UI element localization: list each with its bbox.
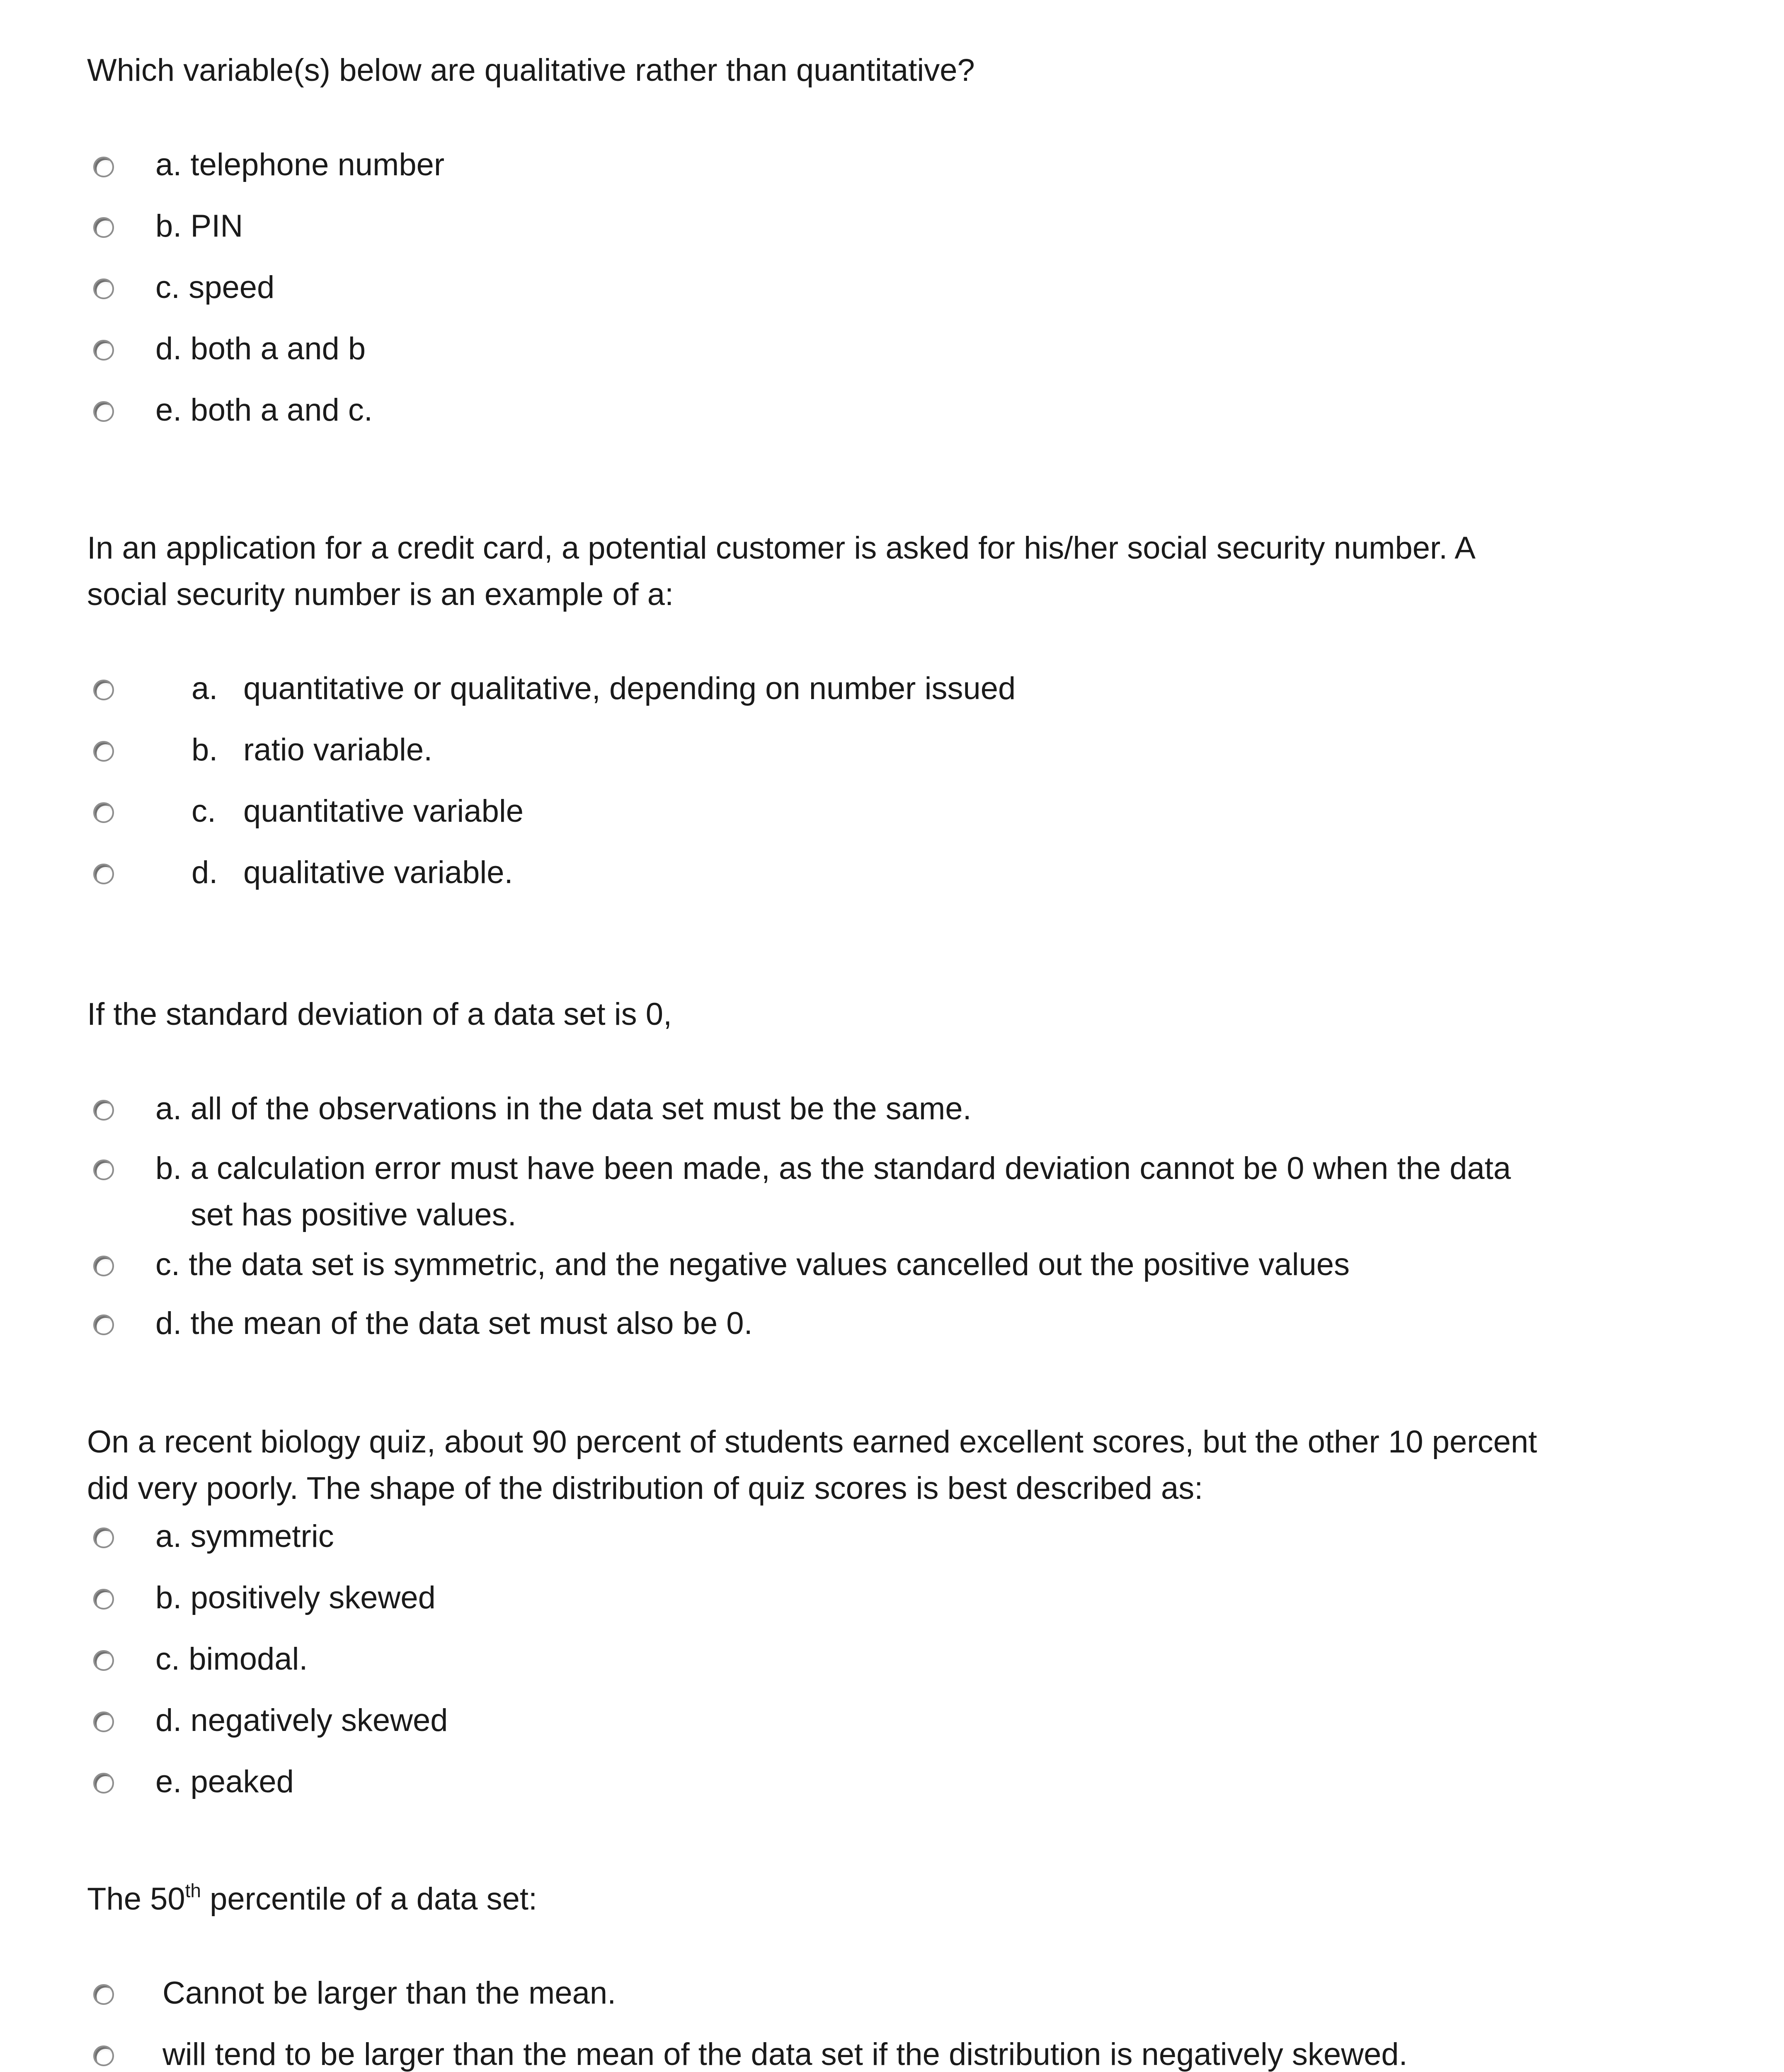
- question-4-prompt-line1: On a recent biology quiz, about 90 percent of students earned excellent scores, but the other 10 percent: [87, 1424, 1537, 1460]
- q3-option-b-radio[interactable]: [93, 1159, 114, 1180]
- q1-option-a-label: a. telephone number: [155, 147, 445, 182]
- question-1-prompt: Which variable(s) below are qualitative rather than quantitative?: [87, 53, 975, 88]
- q3-option-a-radio[interactable]: [93, 1100, 114, 1121]
- question-5-prompt: The 50th percentile of a data set:: [87, 1880, 538, 1917]
- q1-option-c-radio[interactable]: [93, 278, 114, 299]
- q1-option-e-label: e. both a and c.: [155, 392, 373, 428]
- q2-option-b-radio[interactable]: [93, 741, 114, 762]
- q1-option-c-label: c. speed: [155, 270, 275, 305]
- q1-option-d-radio[interactable]: [93, 340, 114, 361]
- q1-option-e-radio[interactable]: [93, 401, 114, 422]
- superscript-th: th: [185, 1880, 201, 1901]
- question-2-prompt-line1: In an application for a credit card, a potential customer is asked for his/her social security number. A: [87, 530, 1476, 566]
- q4-option-a-radio[interactable]: [93, 1527, 114, 1548]
- q2-option-d-radio[interactable]: [93, 864, 114, 884]
- q2-option-d-label: d. qualitative variable.: [191, 855, 513, 890]
- q3-option-a-label: a. all of the observations in the data set must be the same.: [155, 1091, 972, 1126]
- q2-option-c-label: c. quantitative variable: [191, 794, 524, 829]
- q3-option-b-label: b. a calculation error must have been made, as the standard deviation cannot be 0 when the data: [155, 1151, 1511, 1186]
- q2-option-a-radio[interactable]: [93, 680, 114, 700]
- q3-option-d-radio[interactable]: [93, 1314, 114, 1335]
- question-4-prompt-line2: did very poorly. The shape of the distribution of quiz scores is best described as:: [87, 1471, 1203, 1506]
- q1-option-a-radio[interactable]: [93, 157, 114, 177]
- q2-option-a-label: a. quantitative or qualitative, depending on number issued: [191, 671, 1016, 706]
- q4-option-c-label: c. bimodal.: [155, 1641, 308, 1677]
- q4-option-e-radio[interactable]: [93, 1773, 114, 1794]
- q4-option-b-label: b. positively skewed: [155, 1580, 436, 1615]
- q5-option-2-label: will tend to be larger than the mean of the data set if the distribution is negatively skewed.: [162, 2037, 1408, 2072]
- q3-option-c-radio[interactable]: [93, 1256, 114, 1276]
- q3-option-c-label: c. the data set is symmetric, and the negative values cancelled out the positive values: [155, 1247, 1350, 1282]
- q2-option-c-radio[interactable]: [93, 802, 114, 823]
- q1-option-d-label: d. both a and b: [155, 331, 366, 366]
- q4-option-d-radio[interactable]: [93, 1711, 114, 1732]
- q4-option-b-radio[interactable]: [93, 1589, 114, 1610]
- q1-option-b-radio[interactable]: [93, 217, 114, 238]
- question-2-prompt-line2: social security number is an example of a:: [87, 577, 674, 612]
- q4-option-c-radio[interactable]: [93, 1650, 114, 1671]
- q3-option-b-label-line2: set has positive values.: [191, 1197, 516, 1232]
- q4-option-d-label: d. negatively skewed: [155, 1703, 448, 1738]
- q5-option-1-radio[interactable]: [93, 1984, 114, 2005]
- q1-option-b-label: b. PIN: [155, 208, 243, 244]
- question-3-prompt: If the standard deviation of a data set is 0,: [87, 997, 672, 1032]
- q3-option-d-label: d. the mean of the data set must also be 0.: [155, 1306, 753, 1341]
- q2-option-b-label: b. ratio variable.: [191, 732, 433, 767]
- q4-option-a-label: a. symmetric: [155, 1519, 334, 1554]
- q5-option-2-radio[interactable]: [93, 2045, 114, 2066]
- q4-option-e-label: e. peaked: [155, 1764, 294, 1799]
- q5-option-1-label: Cannot be larger than the mean.: [162, 1975, 616, 2011]
